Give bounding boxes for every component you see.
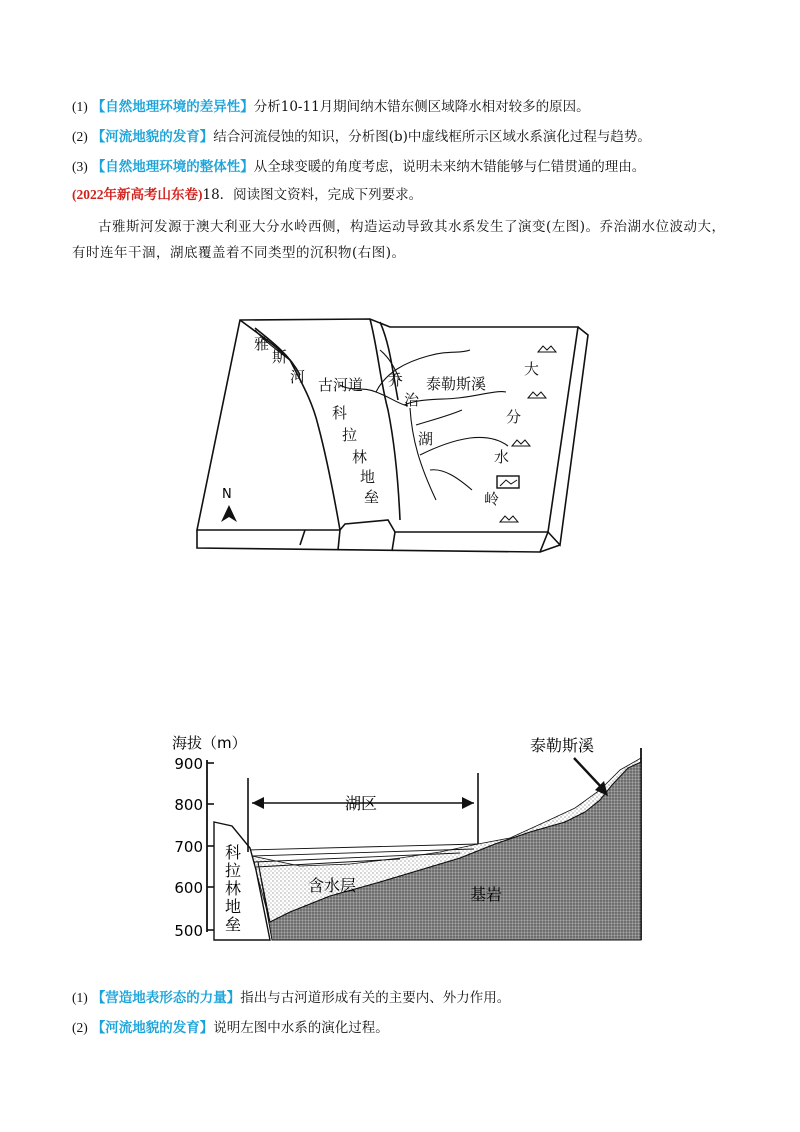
ytick-500: 500 [174,922,203,940]
horst-char-di: 地 [225,897,242,916]
horst-char-lin: 林 [225,879,242,898]
map-label-la: 拉 [342,426,358,444]
lake-zone-label: 湖区 [345,794,378,813]
north-label: N [222,487,232,502]
bedrock-label: 基岩 [470,885,503,904]
question-text: 指出与古河道形成有关的主要内、外力作用。 [240,990,511,1006]
ytick-700: 700 [174,838,203,856]
horst-char-la: 拉 [225,861,242,880]
profile-ylabel: 海拔（m） [172,734,247,752]
horst-char-lei: 垒 [225,915,242,934]
map-label-si: 斯 [272,348,288,366]
map-label-lei: 垒 [364,488,380,506]
question-2-bottom [72,1018,389,1038]
horst-char-ke: 科 [225,843,242,862]
map-label-ya: 雅 [254,335,270,353]
map-label-zhi: 治 [404,391,420,409]
question-number: (1) [72,990,88,1005]
stream-label: 泰勒斯溪 [530,736,595,755]
question-text: 从全球变暖的角度考虑，说明未来纳木错能够与仁错贯通的理由。 [253,159,646,175]
map-label-he: 河 [290,368,306,386]
question-text: 结合河流侵蚀的知识，分析图(b)中虚线框所示区域水系演化过程与趋势。 [213,129,651,145]
exam-source: (2022年新高考山东卷) [72,187,203,202]
aquifer-label: 含水层 [308,876,357,895]
question-topic-tag: 【河流地貌的发育】 [91,129,214,145]
question-number: (3) [72,159,88,174]
map-label-ke: 科 [332,404,348,422]
map-label-lin: 林 [352,448,368,466]
question-number: (2) [72,1020,88,1035]
question-1-bottom [72,988,510,1008]
question-topic-tag: 【营造地表形态的力量】 [91,990,241,1006]
cross-section-profile [160,720,660,950]
map-label-fen: 分 [506,408,522,426]
map-label-stream: 泰勒斯溪 [426,375,487,393]
map-label-shui: 水 [494,448,510,466]
ytick-800: 800 [174,796,203,814]
ytick-900: 900 [174,755,203,773]
map-label-di: 地 [360,468,376,486]
map-label-hu: 湖 [418,430,434,448]
question-18-text: 18．阅读图文资料，完成下列要求。 [202,187,423,203]
map-label-ling: 岭 [484,490,500,508]
question-1-top [72,97,590,117]
question-number: (1) [72,99,88,114]
map-label-qiao: 乔 [388,371,404,389]
question-2-top [72,127,651,147]
question-18-header [72,185,422,205]
map-label-da: 大 [524,360,540,378]
question-topic-tag: 【自然地理环境的整体性】 [91,159,254,175]
ytick-600: 600 [174,879,203,897]
question-text: 分析10-11月期间纳木错东侧区域降水相对较多的原因。 [253,99,590,115]
question-3-top [72,157,645,177]
question-topic-tag: 【河流地貌的发育】 [91,1020,214,1036]
question-number: (2) [72,129,88,144]
question-text: 说明左图中水系的演化过程。 [213,1020,389,1036]
block-diagram-map [180,300,600,570]
map-label-old-channel: 古河道 [318,376,364,394]
question-topic-tag: 【自然地理环境的差异性】 [91,99,254,115]
passage: 古雅斯河发源于澳大利亚大分水岭西侧，构造运动导致其水系发生了演变(左图)。乔治湖水位波动大，有时连年干涸，湖底覆盖着不同类型的沉积物(右图)。 [72,219,726,261]
